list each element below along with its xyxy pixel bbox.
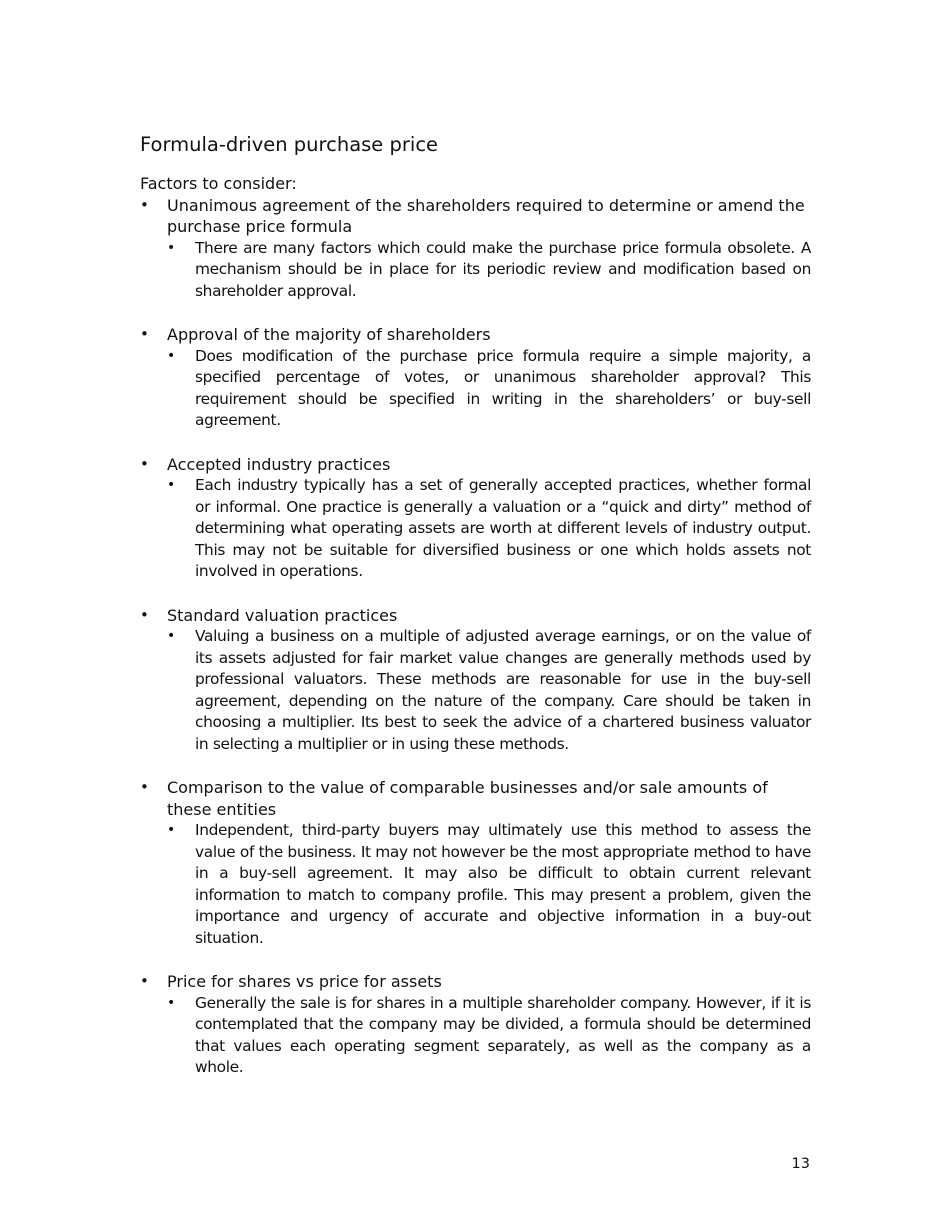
detail-item bbox=[167, 993, 811, 1079]
page-number: 13 bbox=[791, 1156, 810, 1172]
detail-text: Generally the sale is for shares in a multiple shareholder company. However, if it is contemplated that the company may be divided, a formula should be determined that values each operating segment separately, as well as the company as a whole. bbox=[195, 993, 811, 1076]
detail-text: Each industry typically has a set of generally accepted practices, whether formal or informal. One practice is generally a valuation or a “quick and dirty” method of determining what operating assets are worth at different levels of industry output. This may not be suitable for diversified business or one which holds assets not involved in operations. bbox=[195, 476, 811, 580]
bullet-icon: • bbox=[167, 628, 176, 644]
detail-item bbox=[167, 346, 811, 432]
factors-intro: Factors to consider: bbox=[140, 174, 297, 193]
factor-heading: Accepted industry practices bbox=[167, 454, 391, 474]
factors-list bbox=[140, 195, 811, 1079]
detail-item bbox=[167, 820, 811, 949]
factor-heading: Comparison to the value of comparable businesses and/or sale amounts of these entities bbox=[167, 778, 768, 819]
detail-text: Independent, third-party buyers may ultimately use this method to assess the value of the business. It may not however be the most appropriate method to have in a buy-sell agreement. It may also be difficult to obtain current relevant information to match to company profile. This may present a problem, given the importance and urgency of accurate and objective information in a buy-out situation. bbox=[195, 821, 811, 947]
bullet-icon: • bbox=[167, 239, 176, 256]
detail-text: There are many factors which could make the purchase price formula obsolete. A mechanism should be in place for its periodic review and modification based on shareholder approval. bbox=[195, 238, 811, 300]
bullet-icon: • bbox=[167, 347, 176, 364]
detail-list bbox=[167, 346, 811, 432]
bullet-icon: • bbox=[140, 605, 149, 624]
detail-text: Valuing a business on a multiple of adjusted average earnings, or on the value of its assets adjusted for fair market value changes are generally methods used by professional valuators. These methods are reasonable for use in the buy-sell agreement, depending on the nature of the company. Care should be taken in choosing a multiplier. Its best to seek the advice of a chartered business valuator in selecting a multiplier or in using these methods. bbox=[195, 627, 811, 753]
factor-heading: Approval of the majority of shareholders bbox=[167, 325, 491, 344]
bullet-icon: • bbox=[140, 195, 149, 214]
detail-list bbox=[167, 626, 811, 755]
detail-item bbox=[167, 475, 811, 583]
bullet-icon: • bbox=[140, 972, 149, 990]
bullet-icon: • bbox=[140, 325, 149, 343]
detail-list bbox=[167, 820, 811, 949]
detail-list bbox=[167, 238, 811, 303]
detail-item bbox=[167, 238, 811, 303]
factor-item bbox=[140, 605, 811, 756]
factor-item bbox=[140, 777, 811, 949]
bullet-icon: • bbox=[167, 477, 176, 493]
detail-text: Does modification of the purchase price formula require a simple majority, a specified percentage of votes, or unanimous shareholder approval? This requirement should be specified in writing in the shareholders’ or buy-sell agreement. bbox=[195, 346, 811, 429]
bullet-icon: • bbox=[167, 822, 176, 838]
detail-item bbox=[167, 626, 811, 755]
factor-heading: Standard valuation practices bbox=[167, 605, 398, 625]
factor-heading: Price for shares vs price for assets bbox=[167, 972, 442, 991]
detail-list bbox=[167, 993, 811, 1079]
factor-heading: Unanimous agreement of the shareholders required to determine or amend the purchase price formula bbox=[167, 195, 805, 236]
page-title: Formula-driven purchase price bbox=[140, 133, 439, 156]
bullet-icon: • bbox=[140, 454, 149, 473]
detail-list bbox=[167, 475, 811, 583]
factor-item bbox=[140, 324, 811, 432]
bullet-icon: • bbox=[140, 778, 149, 796]
document-page bbox=[140, 131, 811, 1079]
factor-item bbox=[140, 971, 811, 1079]
factor-item bbox=[140, 454, 811, 583]
factor-item bbox=[140, 195, 811, 303]
bullet-icon: • bbox=[167, 994, 176, 1011]
